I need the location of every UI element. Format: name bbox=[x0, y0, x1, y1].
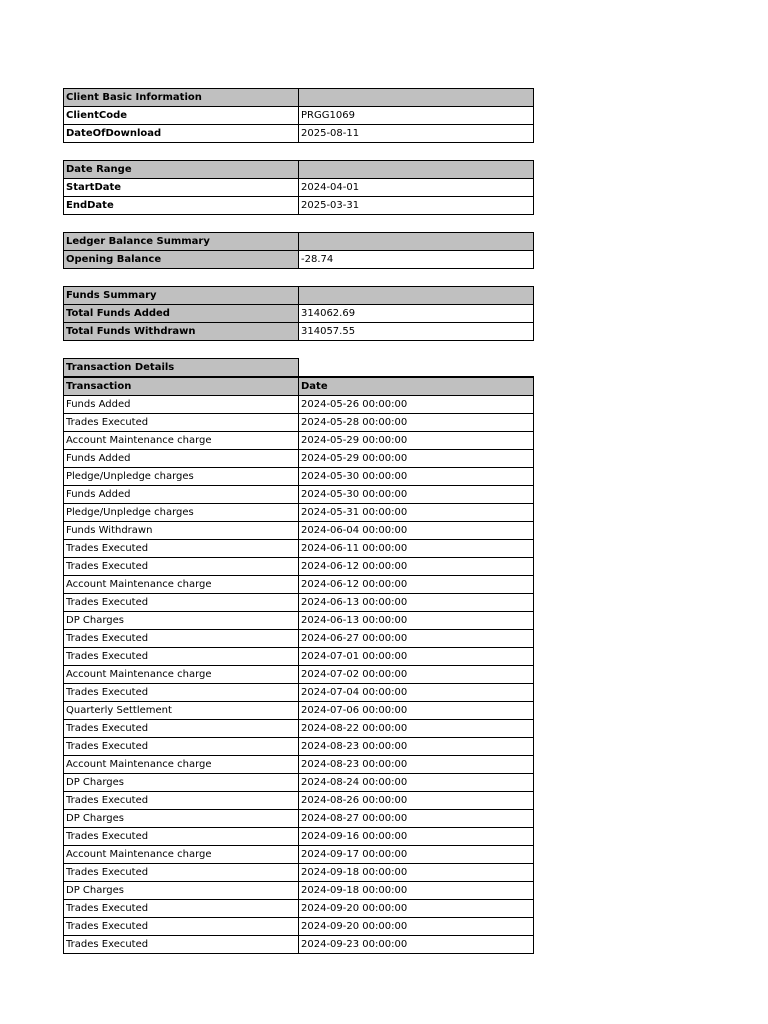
header-blank-cell bbox=[299, 233, 534, 251]
transaction-date-cell: 2024-06-13 00:00:00 bbox=[299, 594, 534, 612]
transaction-date-cell: 2024-07-04 00:00:00 bbox=[299, 684, 534, 702]
funds-summary-title: Funds Summary bbox=[64, 287, 299, 305]
total-funds-added-label: Total Funds Added bbox=[64, 305, 299, 323]
table-row bbox=[64, 396, 534, 414]
table-row bbox=[64, 666, 534, 684]
date-of-download-value: 2025-08-11 bbox=[299, 125, 534, 143]
transaction-type-cell: Trades Executed bbox=[64, 792, 299, 810]
client-info-title: Client Basic Information bbox=[64, 89, 299, 107]
transaction-type-cell: Trades Executed bbox=[64, 864, 299, 882]
transaction-date-cell: 2024-08-23 00:00:00 bbox=[299, 738, 534, 756]
table-row bbox=[64, 540, 534, 558]
table-row bbox=[64, 792, 534, 810]
transaction-type-cell: DP Charges bbox=[64, 882, 299, 900]
opening-balance-value: -28.74 bbox=[299, 251, 534, 269]
transaction-date-cell: 2024-09-18 00:00:00 bbox=[299, 882, 534, 900]
table-row bbox=[64, 486, 534, 504]
transaction-date-cell: 2024-07-06 00:00:00 bbox=[299, 702, 534, 720]
transaction-details-table bbox=[63, 358, 534, 954]
transaction-type-cell: Trades Executed bbox=[64, 720, 299, 738]
transaction-type-cell: Pledge/Unpledge charges bbox=[64, 468, 299, 486]
table-row bbox=[64, 684, 534, 702]
transaction-date-cell: 2024-09-20 00:00:00 bbox=[299, 900, 534, 918]
table-row bbox=[64, 882, 534, 900]
transaction-type-cell: Trades Executed bbox=[64, 414, 299, 432]
transaction-type-cell: Trades Executed bbox=[64, 684, 299, 702]
transaction-type-cell: Account Maintenance charge bbox=[64, 756, 299, 774]
transaction-date-cell: 2024-08-23 00:00:00 bbox=[299, 756, 534, 774]
transaction-date-cell: 2024-06-12 00:00:00 bbox=[299, 576, 534, 594]
total-funds-withdrawn-label: Total Funds Withdrawn bbox=[64, 323, 299, 341]
transaction-type-cell: Trades Executed bbox=[64, 828, 299, 846]
transaction-date-cell: 2024-09-18 00:00:00 bbox=[299, 864, 534, 882]
column-header-transaction: Transaction bbox=[64, 377, 299, 396]
transaction-date-cell: 2024-05-30 00:00:00 bbox=[299, 486, 534, 504]
transaction-date-cell: 2024-08-24 00:00:00 bbox=[299, 774, 534, 792]
table-row bbox=[64, 756, 534, 774]
table-row bbox=[64, 594, 534, 612]
header-blank-cell bbox=[299, 89, 534, 107]
transaction-date-cell: 2024-07-01 00:00:00 bbox=[299, 648, 534, 666]
transaction-date-cell: 2024-06-12 00:00:00 bbox=[299, 558, 534, 576]
table-row bbox=[64, 414, 534, 432]
transaction-date-cell: 2024-07-02 00:00:00 bbox=[299, 666, 534, 684]
header-blank-cell bbox=[299, 161, 534, 179]
transaction-date-cell: 2024-05-28 00:00:00 bbox=[299, 414, 534, 432]
date-range-title: Date Range bbox=[64, 161, 299, 179]
transaction-type-cell: DP Charges bbox=[64, 612, 299, 630]
table-row bbox=[64, 522, 534, 540]
transaction-type-cell: Account Maintenance charge bbox=[64, 846, 299, 864]
end-date-label: EndDate bbox=[64, 197, 299, 215]
transaction-type-cell: Funds Added bbox=[64, 396, 299, 414]
transaction-date-cell: 2024-09-23 00:00:00 bbox=[299, 936, 534, 954]
table-row bbox=[64, 468, 534, 486]
table-row bbox=[64, 864, 534, 882]
table-row bbox=[64, 828, 534, 846]
client-code-label: ClientCode bbox=[64, 107, 299, 125]
ledger-summary-title: Ledger Balance Summary bbox=[64, 233, 299, 251]
date-range-table bbox=[63, 160, 534, 215]
table-row bbox=[64, 504, 534, 522]
transaction-type-cell: DP Charges bbox=[64, 774, 299, 792]
transaction-date-cell: 2024-06-11 00:00:00 bbox=[299, 540, 534, 558]
table-row bbox=[64, 702, 534, 720]
client-info-table bbox=[63, 88, 534, 143]
transaction-type-cell: Account Maintenance charge bbox=[64, 576, 299, 594]
transaction-date-cell: 2024-08-26 00:00:00 bbox=[299, 792, 534, 810]
ledger-summary-table bbox=[63, 232, 534, 269]
transaction-type-cell: Trades Executed bbox=[64, 936, 299, 954]
total-funds-added-value: 314062.69 bbox=[299, 305, 534, 323]
table-row bbox=[64, 432, 534, 450]
transaction-type-cell: Trades Executed bbox=[64, 738, 299, 756]
start-date-value: 2024-04-01 bbox=[299, 179, 534, 197]
transaction-type-cell: Account Maintenance charge bbox=[64, 666, 299, 684]
transaction-type-cell: Trades Executed bbox=[64, 648, 299, 666]
transaction-type-cell: Funds Added bbox=[64, 450, 299, 468]
table-row bbox=[64, 450, 534, 468]
table-row bbox=[64, 810, 534, 828]
table-row bbox=[64, 720, 534, 738]
transaction-type-cell: Trades Executed bbox=[64, 918, 299, 936]
transaction-date-cell: 2024-08-27 00:00:00 bbox=[299, 810, 534, 828]
total-funds-withdrawn-value: 314057.55 bbox=[299, 323, 534, 341]
transaction-type-cell: Trades Executed bbox=[64, 630, 299, 648]
table-row bbox=[64, 774, 534, 792]
transaction-date-cell: 2024-05-31 00:00:00 bbox=[299, 504, 534, 522]
transaction-date-cell: 2024-08-22 00:00:00 bbox=[299, 720, 534, 738]
transaction-date-cell: 2024-05-26 00:00:00 bbox=[299, 396, 534, 414]
table-row bbox=[64, 576, 534, 594]
table-row bbox=[64, 738, 534, 756]
blank-cell bbox=[299, 359, 534, 378]
opening-balance-label: Opening Balance bbox=[64, 251, 299, 269]
transaction-type-cell: Funds Withdrawn bbox=[64, 522, 299, 540]
transaction-type-cell: Trades Executed bbox=[64, 540, 299, 558]
table-row bbox=[64, 900, 534, 918]
transaction-date-cell: 2024-05-29 00:00:00 bbox=[299, 432, 534, 450]
header-blank-cell bbox=[299, 287, 534, 305]
table-row bbox=[64, 612, 534, 630]
table-row bbox=[64, 918, 534, 936]
transaction-type-cell: Trades Executed bbox=[64, 558, 299, 576]
transaction-date-cell: 2024-06-27 00:00:00 bbox=[299, 630, 534, 648]
start-date-label: StartDate bbox=[64, 179, 299, 197]
transaction-date-cell: 2024-05-29 00:00:00 bbox=[299, 450, 534, 468]
transaction-date-cell: 2024-09-17 00:00:00 bbox=[299, 846, 534, 864]
table-row bbox=[64, 630, 534, 648]
transaction-type-cell: Trades Executed bbox=[64, 594, 299, 612]
funds-summary-table bbox=[63, 286, 534, 341]
transaction-details-title: Transaction Details bbox=[64, 359, 299, 378]
transaction-type-cell: Pledge/Unpledge charges bbox=[64, 504, 299, 522]
table-row bbox=[64, 558, 534, 576]
table-row bbox=[64, 936, 534, 954]
transaction-type-cell: Funds Added bbox=[64, 486, 299, 504]
transaction-date-cell: 2024-06-13 00:00:00 bbox=[299, 612, 534, 630]
transaction-type-cell: DP Charges bbox=[64, 810, 299, 828]
transaction-type-cell: Trades Executed bbox=[64, 900, 299, 918]
client-code-value: PRGG1069 bbox=[299, 107, 534, 125]
transaction-date-cell: 2024-09-20 00:00:00 bbox=[299, 918, 534, 936]
table-row bbox=[64, 846, 534, 864]
column-header-date: Date bbox=[299, 377, 534, 396]
end-date-value: 2025-03-31 bbox=[299, 197, 534, 215]
table-row bbox=[64, 648, 534, 666]
transaction-date-cell: 2024-05-30 00:00:00 bbox=[299, 468, 534, 486]
transaction-date-cell: 2024-06-04 00:00:00 bbox=[299, 522, 534, 540]
date-of-download-label: DateOfDownload bbox=[64, 125, 299, 143]
transaction-type-cell: Quarterly Settlement bbox=[64, 702, 299, 720]
transaction-type-cell: Account Maintenance charge bbox=[64, 432, 299, 450]
transaction-date-cell: 2024-09-16 00:00:00 bbox=[299, 828, 534, 846]
